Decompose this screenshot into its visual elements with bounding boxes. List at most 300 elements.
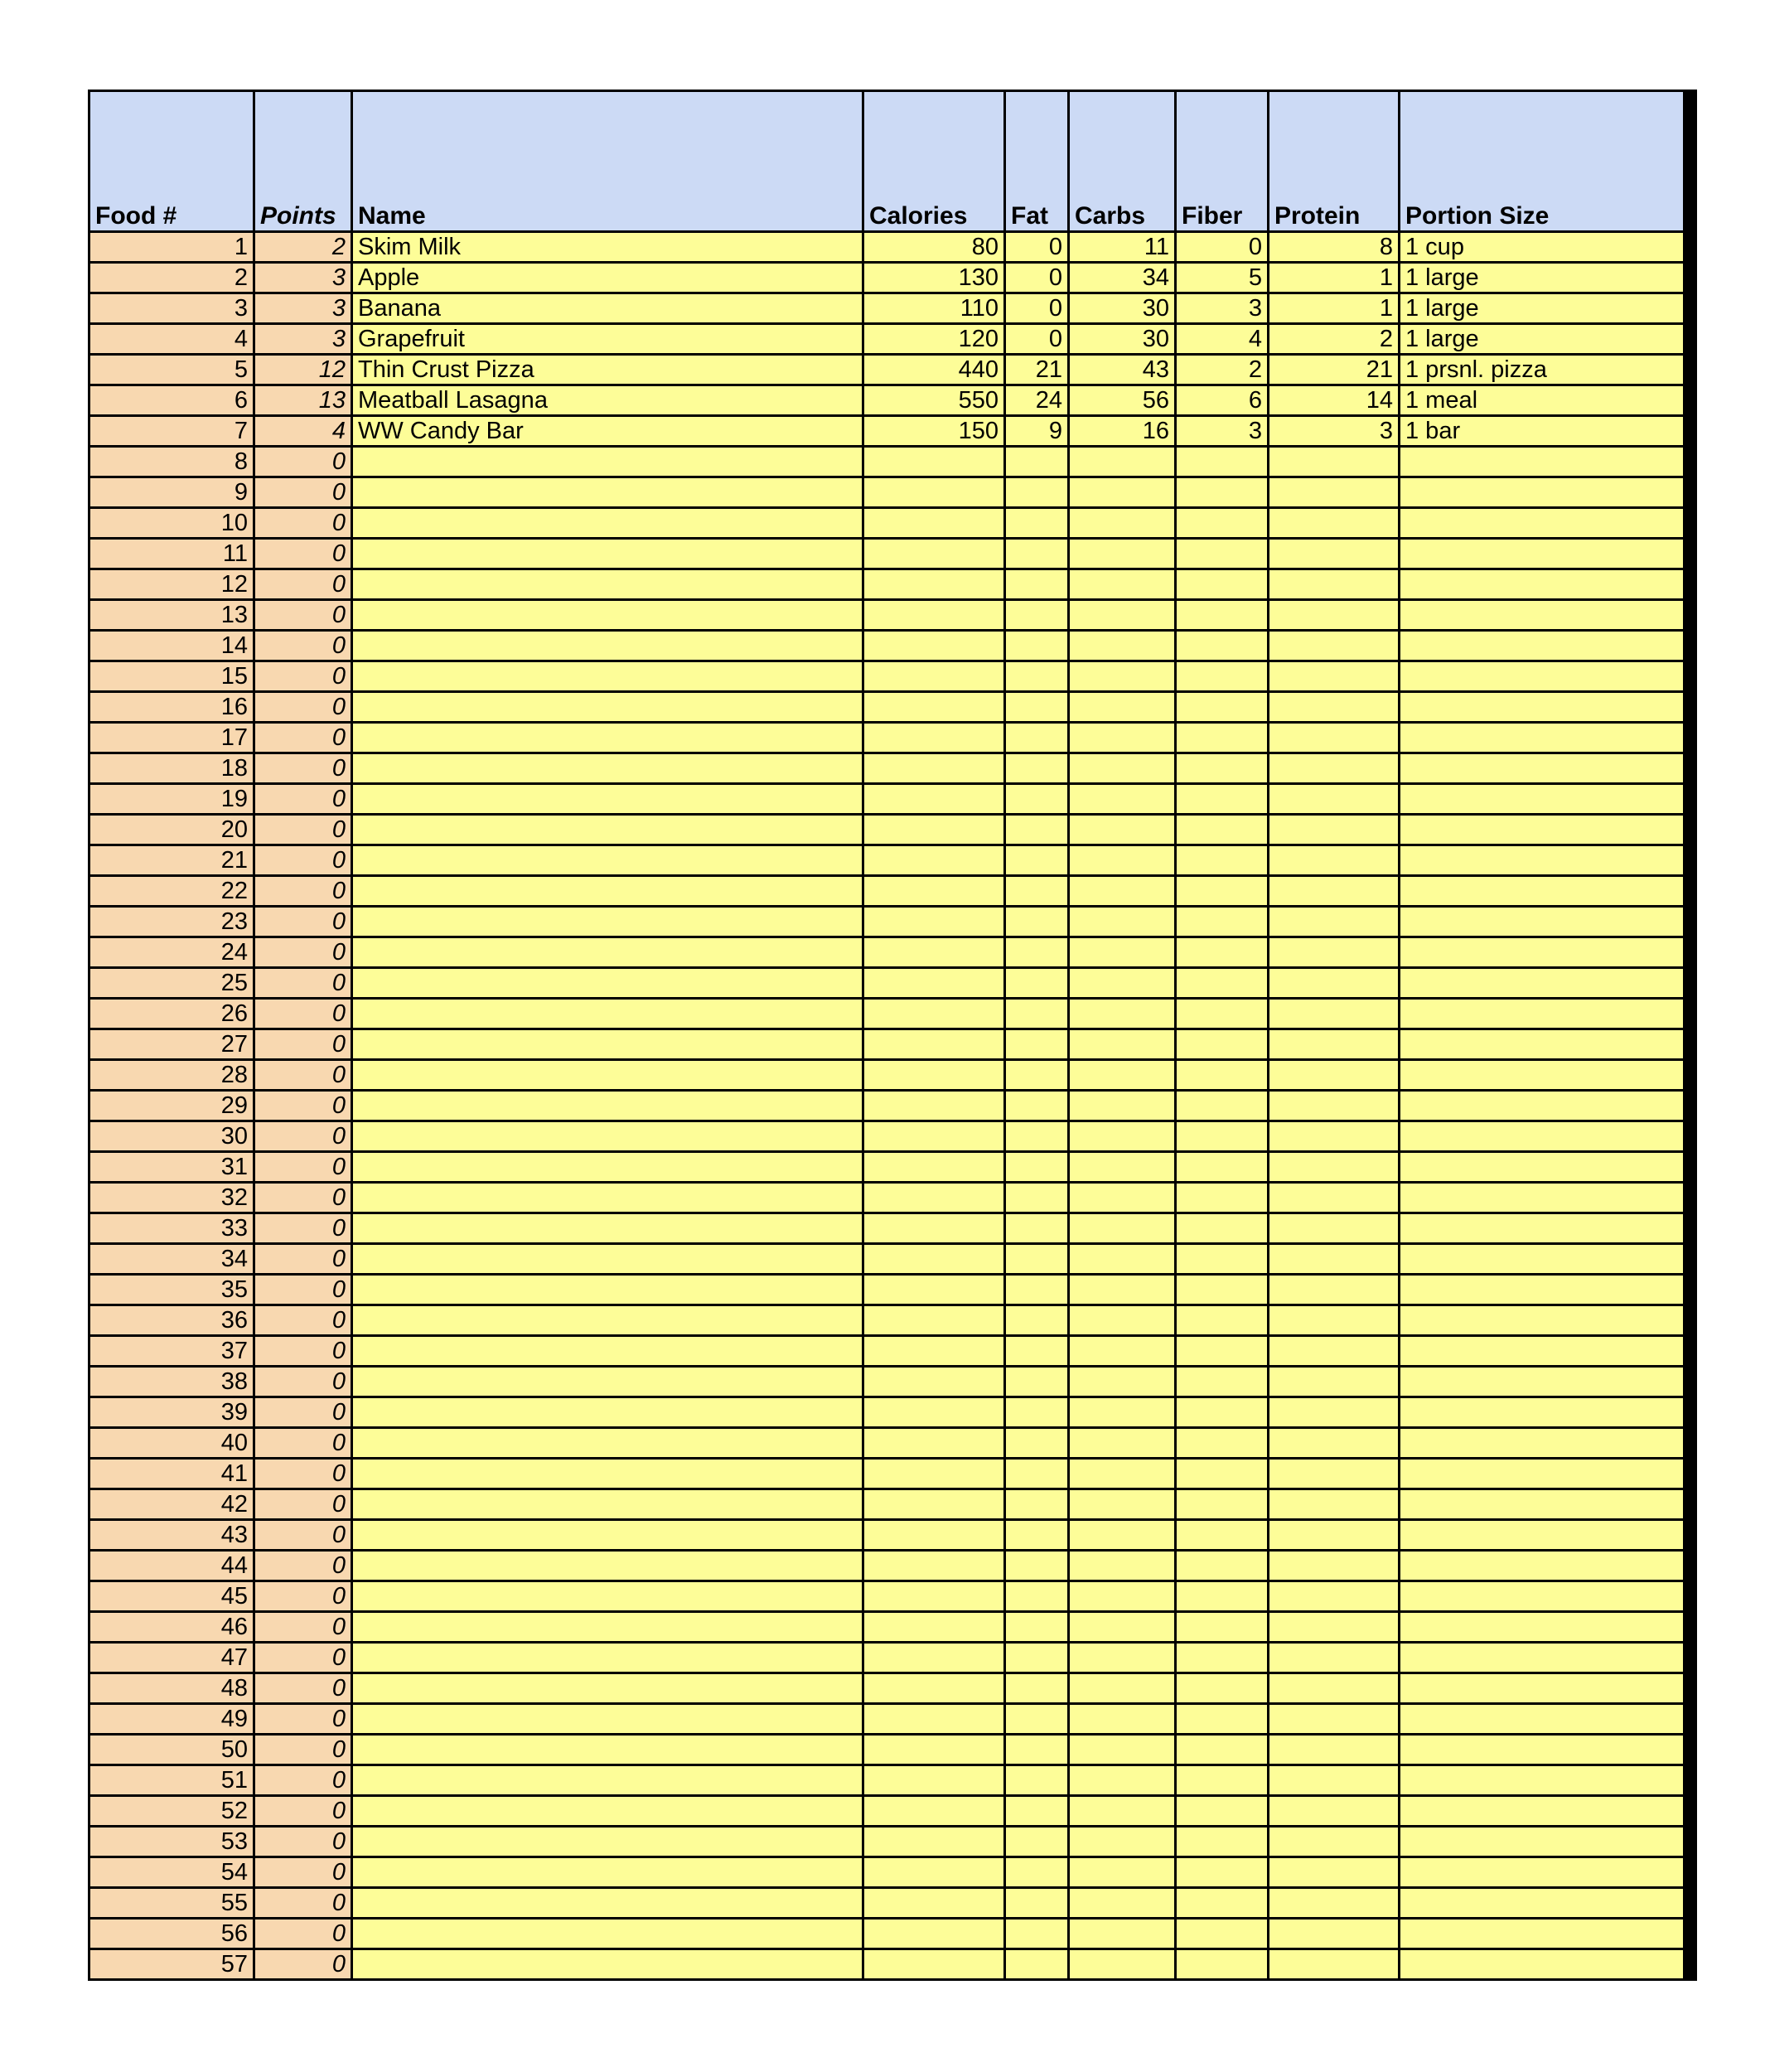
food-number-cell[interactable]: 17	[89, 723, 254, 753]
points-cell[interactable]: 0	[254, 1949, 352, 1980]
protein-cell[interactable]	[1269, 753, 1400, 784]
food-number-cell[interactable]: 27	[89, 1029, 254, 1060]
calories-cell[interactable]	[863, 631, 1005, 661]
portion-size-cell[interactable]	[1400, 1765, 1685, 1796]
protein-cell[interactable]: 1	[1269, 293, 1400, 324]
carbs-cell[interactable]	[1069, 631, 1176, 661]
points-cell[interactable]: 0	[254, 1367, 352, 1397]
portion-size-cell[interactable]	[1400, 1244, 1685, 1275]
food-number-cell[interactable]: 49	[89, 1704, 254, 1735]
fat-cell[interactable]	[1005, 1643, 1069, 1673]
points-cell[interactable]: 0	[254, 600, 352, 631]
portion-size-cell[interactable]	[1400, 815, 1685, 845]
name-cell[interactable]	[352, 569, 863, 600]
carbs-cell[interactable]	[1069, 1367, 1176, 1397]
calories-cell[interactable]	[863, 1704, 1005, 1735]
fiber-cell[interactable]	[1176, 753, 1269, 784]
food-number-cell[interactable]: 34	[89, 1244, 254, 1275]
calories-cell[interactable]	[863, 1949, 1005, 1980]
name-cell[interactable]	[352, 1029, 863, 1060]
carbs-cell[interactable]	[1069, 1428, 1176, 1459]
food-number-cell[interactable]: 52	[89, 1796, 254, 1827]
calories-cell[interactable]	[863, 968, 1005, 999]
portion-size-cell[interactable]: 1 large	[1400, 324, 1685, 355]
fiber-cell[interactable]	[1176, 845, 1269, 876]
carbs-cell[interactable]	[1069, 1397, 1176, 1428]
points-cell[interactable]: 0	[254, 1796, 352, 1827]
carbs-cell[interactable]	[1069, 1489, 1176, 1520]
food-number-cell[interactable]: 56	[89, 1919, 254, 1949]
name-cell[interactable]	[352, 1336, 863, 1367]
portion-size-cell[interactable]	[1400, 1489, 1685, 1520]
name-cell[interactable]	[352, 1091, 863, 1121]
protein-cell[interactable]	[1269, 477, 1400, 508]
fat-cell[interactable]	[1005, 1397, 1069, 1428]
points-cell[interactable]: 0	[254, 631, 352, 661]
fiber-cell[interactable]	[1176, 1244, 1269, 1275]
name-cell[interactable]	[352, 723, 863, 753]
fat-cell[interactable]	[1005, 815, 1069, 845]
carbs-cell[interactable]	[1069, 1735, 1176, 1765]
portion-size-cell[interactable]	[1400, 631, 1685, 661]
name-cell[interactable]	[352, 1643, 863, 1673]
carbs-cell[interactable]: 11	[1069, 232, 1176, 263]
name-cell[interactable]	[352, 1152, 863, 1183]
food-number-cell[interactable]: 43	[89, 1520, 254, 1551]
food-number-cell[interactable]: 8	[89, 447, 254, 477]
carbs-cell[interactable]	[1069, 1796, 1176, 1827]
protein-cell[interactable]	[1269, 1796, 1400, 1827]
protein-cell[interactable]	[1269, 907, 1400, 937]
protein-cell[interactable]	[1269, 1336, 1400, 1367]
calories-cell[interactable]	[863, 999, 1005, 1029]
food-number-cell[interactable]: 9	[89, 477, 254, 508]
fiber-cell[interactable]	[1176, 631, 1269, 661]
name-cell[interactable]: Apple	[352, 263, 863, 293]
protein-cell[interactable]	[1269, 1121, 1400, 1152]
fat-cell[interactable]	[1005, 1765, 1069, 1796]
name-cell[interactable]	[352, 1704, 863, 1735]
fiber-cell[interactable]	[1176, 600, 1269, 631]
points-cell[interactable]: 0	[254, 1091, 352, 1121]
calories-cell[interactable]	[863, 1152, 1005, 1183]
name-cell[interactable]	[352, 1183, 863, 1213]
protein-cell[interactable]	[1269, 1704, 1400, 1735]
food-number-cell[interactable]: 6	[89, 385, 254, 416]
carbs-cell[interactable]	[1069, 1919, 1176, 1949]
carbs-cell[interactable]	[1069, 753, 1176, 784]
food-number-cell[interactable]: 3	[89, 293, 254, 324]
fiber-cell[interactable]	[1176, 1551, 1269, 1581]
carbs-cell[interactable]	[1069, 692, 1176, 723]
protein-cell[interactable]	[1269, 1029, 1400, 1060]
food-number-cell[interactable]: 7	[89, 416, 254, 447]
calories-cell[interactable]	[863, 1827, 1005, 1857]
food-number-cell[interactable]: 57	[89, 1949, 254, 1980]
calories-cell[interactable]	[863, 661, 1005, 692]
header-points[interactable]: Points	[254, 91, 352, 232]
protein-cell[interactable]	[1269, 723, 1400, 753]
fiber-cell[interactable]	[1176, 876, 1269, 907]
carbs-cell[interactable]	[1069, 1857, 1176, 1888]
food-number-cell[interactable]: 54	[89, 1857, 254, 1888]
header-name[interactable]: Name	[352, 91, 863, 232]
carbs-cell[interactable]	[1069, 1183, 1176, 1213]
fat-cell[interactable]	[1005, 753, 1069, 784]
portion-size-cell[interactable]	[1400, 876, 1685, 907]
calories-cell[interactable]	[863, 1029, 1005, 1060]
calories-cell[interactable]	[863, 1336, 1005, 1367]
calories-cell[interactable]	[863, 1551, 1005, 1581]
points-cell[interactable]: 0	[254, 1152, 352, 1183]
portion-size-cell[interactable]	[1400, 1796, 1685, 1827]
name-cell[interactable]	[352, 661, 863, 692]
name-cell[interactable]	[352, 784, 863, 815]
protein-cell[interactable]	[1269, 600, 1400, 631]
protein-cell[interactable]	[1269, 1213, 1400, 1244]
portion-size-cell[interactable]	[1400, 569, 1685, 600]
points-cell[interactable]: 4	[254, 416, 352, 447]
protein-cell[interactable]	[1269, 1183, 1400, 1213]
fat-cell[interactable]	[1005, 845, 1069, 876]
food-number-cell[interactable]: 19	[89, 784, 254, 815]
food-number-cell[interactable]: 5	[89, 355, 254, 385]
protein-cell[interactable]	[1269, 784, 1400, 815]
fiber-cell[interactable]	[1176, 1336, 1269, 1367]
fat-cell[interactable]: 9	[1005, 416, 1069, 447]
protein-cell[interactable]	[1269, 937, 1400, 968]
protein-cell[interactable]	[1269, 1765, 1400, 1796]
protein-cell[interactable]	[1269, 1397, 1400, 1428]
points-cell[interactable]: 0	[254, 1275, 352, 1305]
calories-cell[interactable]	[863, 1367, 1005, 1397]
calories-cell[interactable]	[863, 1888, 1005, 1919]
fiber-cell[interactable]	[1176, 999, 1269, 1029]
points-cell[interactable]: 0	[254, 1305, 352, 1336]
name-cell[interactable]: Meatball Lasagna	[352, 385, 863, 416]
carbs-cell[interactable]	[1069, 1060, 1176, 1091]
calories-cell[interactable]	[863, 1919, 1005, 1949]
food-number-cell[interactable]: 48	[89, 1673, 254, 1704]
name-cell[interactable]	[352, 477, 863, 508]
name-cell[interactable]	[352, 1520, 863, 1551]
points-cell[interactable]: 3	[254, 324, 352, 355]
protein-cell[interactable]	[1269, 569, 1400, 600]
carbs-cell[interactable]	[1069, 1704, 1176, 1735]
fat-cell[interactable]	[1005, 1581, 1069, 1612]
fat-cell[interactable]	[1005, 1735, 1069, 1765]
header-portion-size[interactable]: Portion Size	[1400, 91, 1685, 232]
portion-size-cell[interactable]	[1400, 1827, 1685, 1857]
fiber-cell[interactable]	[1176, 1091, 1269, 1121]
calories-cell[interactable]	[863, 1581, 1005, 1612]
food-number-cell[interactable]: 55	[89, 1888, 254, 1919]
portion-size-cell[interactable]	[1400, 1060, 1685, 1091]
fiber-cell[interactable]	[1176, 1459, 1269, 1489]
name-cell[interactable]	[352, 1275, 863, 1305]
portion-size-cell[interactable]	[1400, 1029, 1685, 1060]
food-number-cell[interactable]: 1	[89, 232, 254, 263]
food-number-cell[interactable]: 4	[89, 324, 254, 355]
fiber-cell[interactable]	[1176, 1520, 1269, 1551]
fat-cell[interactable]	[1005, 539, 1069, 569]
portion-size-cell[interactable]	[1400, 1213, 1685, 1244]
food-number-cell[interactable]: 53	[89, 1827, 254, 1857]
header-carbs[interactable]: Carbs	[1069, 91, 1176, 232]
fiber-cell[interactable]	[1176, 1643, 1269, 1673]
name-cell[interactable]	[352, 1305, 863, 1336]
calories-cell[interactable]: 440	[863, 355, 1005, 385]
name-cell[interactable]	[352, 1121, 863, 1152]
food-number-cell[interactable]: 15	[89, 661, 254, 692]
name-cell[interactable]	[352, 999, 863, 1029]
protein-cell[interactable]	[1269, 1275, 1400, 1305]
fiber-cell[interactable]: 6	[1176, 385, 1269, 416]
portion-size-cell[interactable]	[1400, 1305, 1685, 1336]
points-cell[interactable]: 0	[254, 907, 352, 937]
food-number-cell[interactable]: 37	[89, 1336, 254, 1367]
header-protein[interactable]: Protein	[1269, 91, 1400, 232]
portion-size-cell[interactable]: 1 meal	[1400, 385, 1685, 416]
food-number-cell[interactable]: 25	[89, 968, 254, 999]
name-cell[interactable]	[352, 1551, 863, 1581]
protein-cell[interactable]	[1269, 1152, 1400, 1183]
header-fat[interactable]: Fat	[1005, 91, 1069, 232]
food-number-cell[interactable]: 39	[89, 1397, 254, 1428]
fiber-cell[interactable]	[1176, 539, 1269, 569]
protein-cell[interactable]: 8	[1269, 232, 1400, 263]
header-fiber[interactable]: Fiber	[1176, 91, 1269, 232]
points-cell[interactable]: 0	[254, 1919, 352, 1949]
food-number-cell[interactable]: 29	[89, 1091, 254, 1121]
name-cell[interactable]	[352, 1397, 863, 1428]
fat-cell[interactable]	[1005, 1244, 1069, 1275]
carbs-cell[interactable]: 30	[1069, 293, 1176, 324]
calories-cell[interactable]	[863, 1183, 1005, 1213]
calories-cell[interactable]	[863, 1857, 1005, 1888]
carbs-cell[interactable]	[1069, 907, 1176, 937]
calories-cell[interactable]	[863, 1213, 1005, 1244]
carbs-cell[interactable]	[1069, 845, 1176, 876]
carbs-cell[interactable]	[1069, 477, 1176, 508]
fiber-cell[interactable]	[1176, 1183, 1269, 1213]
calories-cell[interactable]	[863, 1091, 1005, 1121]
carbs-cell[interactable]	[1069, 723, 1176, 753]
fat-cell[interactable]	[1005, 1029, 1069, 1060]
fat-cell[interactable]: 0	[1005, 263, 1069, 293]
portion-size-cell[interactable]	[1400, 1275, 1685, 1305]
points-cell[interactable]: 0	[254, 845, 352, 876]
name-cell[interactable]	[352, 692, 863, 723]
fiber-cell[interactable]	[1176, 937, 1269, 968]
portion-size-cell[interactable]	[1400, 937, 1685, 968]
portion-size-cell[interactable]	[1400, 692, 1685, 723]
portion-size-cell[interactable]	[1400, 1121, 1685, 1152]
calories-cell[interactable]	[863, 1060, 1005, 1091]
fiber-cell[interactable]	[1176, 1581, 1269, 1612]
carbs-cell[interactable]	[1069, 1275, 1176, 1305]
protein-cell[interactable]	[1269, 1949, 1400, 1980]
food-number-cell[interactable]: 14	[89, 631, 254, 661]
carbs-cell[interactable]	[1069, 1827, 1176, 1857]
portion-size-cell[interactable]	[1400, 999, 1685, 1029]
food-number-cell[interactable]: 38	[89, 1367, 254, 1397]
protein-cell[interactable]	[1269, 1305, 1400, 1336]
points-cell[interactable]: 12	[254, 355, 352, 385]
calories-cell[interactable]	[863, 815, 1005, 845]
fiber-cell[interactable]	[1176, 692, 1269, 723]
food-number-cell[interactable]: 26	[89, 999, 254, 1029]
fiber-cell[interactable]	[1176, 784, 1269, 815]
points-cell[interactable]: 2	[254, 232, 352, 263]
points-cell[interactable]: 3	[254, 293, 352, 324]
carbs-cell[interactable]	[1069, 447, 1176, 477]
protein-cell[interactable]	[1269, 1244, 1400, 1275]
points-cell[interactable]: 0	[254, 569, 352, 600]
fat-cell[interactable]	[1005, 447, 1069, 477]
protein-cell[interactable]	[1269, 876, 1400, 907]
fiber-cell[interactable]	[1176, 1888, 1269, 1919]
food-number-cell[interactable]: 20	[89, 815, 254, 845]
fat-cell[interactable]	[1005, 723, 1069, 753]
fat-cell[interactable]	[1005, 1305, 1069, 1336]
portion-size-cell[interactable]	[1400, 1367, 1685, 1397]
fiber-cell[interactable]	[1176, 1213, 1269, 1244]
points-cell[interactable]: 0	[254, 539, 352, 569]
carbs-cell[interactable]	[1069, 937, 1176, 968]
protein-cell[interactable]	[1269, 1827, 1400, 1857]
name-cell[interactable]	[352, 753, 863, 784]
name-cell[interactable]	[352, 968, 863, 999]
food-number-cell[interactable]: 42	[89, 1489, 254, 1520]
name-cell[interactable]	[352, 1857, 863, 1888]
food-number-cell[interactable]: 10	[89, 508, 254, 539]
portion-size-cell[interactable]	[1400, 1673, 1685, 1704]
fat-cell[interactable]: 0	[1005, 232, 1069, 263]
name-cell[interactable]	[352, 1827, 863, 1857]
fat-cell[interactable]	[1005, 1919, 1069, 1949]
fat-cell[interactable]	[1005, 508, 1069, 539]
calories-cell[interactable]	[863, 876, 1005, 907]
name-cell[interactable]	[352, 1459, 863, 1489]
calories-cell[interactable]	[863, 569, 1005, 600]
food-number-cell[interactable]: 46	[89, 1612, 254, 1643]
carbs-cell[interactable]	[1069, 1765, 1176, 1796]
fat-cell[interactable]	[1005, 1183, 1069, 1213]
portion-size-cell[interactable]: 1 prsnl. pizza	[1400, 355, 1685, 385]
portion-size-cell[interactable]	[1400, 1581, 1685, 1612]
name-cell[interactable]	[352, 876, 863, 907]
portion-size-cell[interactable]	[1400, 1428, 1685, 1459]
calories-cell[interactable]: 150	[863, 416, 1005, 447]
points-cell[interactable]: 0	[254, 1244, 352, 1275]
carbs-cell[interactable]	[1069, 600, 1176, 631]
fat-cell[interactable]	[1005, 1704, 1069, 1735]
calories-cell[interactable]: 550	[863, 385, 1005, 416]
fiber-cell[interactable]	[1176, 1949, 1269, 1980]
food-number-cell[interactable]: 45	[89, 1581, 254, 1612]
points-cell[interactable]: 0	[254, 999, 352, 1029]
fiber-cell[interactable]	[1176, 447, 1269, 477]
portion-size-cell[interactable]	[1400, 723, 1685, 753]
food-number-cell[interactable]: 22	[89, 876, 254, 907]
protein-cell[interactable]	[1269, 1581, 1400, 1612]
fiber-cell[interactable]	[1176, 1735, 1269, 1765]
food-number-cell[interactable]: 28	[89, 1060, 254, 1091]
carbs-cell[interactable]	[1069, 1612, 1176, 1643]
carbs-cell[interactable]	[1069, 1029, 1176, 1060]
points-cell[interactable]: 0	[254, 1551, 352, 1581]
carbs-cell[interactable]	[1069, 1305, 1176, 1336]
portion-size-cell[interactable]	[1400, 539, 1685, 569]
protein-cell[interactable]	[1269, 661, 1400, 692]
protein-cell[interactable]	[1269, 1367, 1400, 1397]
calories-cell[interactable]	[863, 1244, 1005, 1275]
name-cell[interactable]	[352, 1489, 863, 1520]
calories-cell[interactable]	[863, 692, 1005, 723]
carbs-cell[interactable]	[1069, 876, 1176, 907]
calories-cell[interactable]	[863, 508, 1005, 539]
name-cell[interactable]	[352, 1949, 863, 1980]
fat-cell[interactable]	[1005, 1121, 1069, 1152]
protein-cell[interactable]	[1269, 1919, 1400, 1949]
protein-cell[interactable]	[1269, 1643, 1400, 1673]
name-cell[interactable]: Grapefruit	[352, 324, 863, 355]
points-cell[interactable]: 0	[254, 753, 352, 784]
points-cell[interactable]: 0	[254, 1397, 352, 1428]
food-number-cell[interactable]: 32	[89, 1183, 254, 1213]
fiber-cell[interactable]	[1176, 1673, 1269, 1704]
portion-size-cell[interactable]	[1400, 1643, 1685, 1673]
calories-cell[interactable]: 130	[863, 263, 1005, 293]
fat-cell[interactable]	[1005, 1520, 1069, 1551]
calories-cell[interactable]	[863, 753, 1005, 784]
fat-cell[interactable]	[1005, 1489, 1069, 1520]
portion-size-cell[interactable]: 1 cup	[1400, 232, 1685, 263]
name-cell[interactable]	[352, 600, 863, 631]
protein-cell[interactable]	[1269, 1735, 1400, 1765]
food-number-cell[interactable]: 35	[89, 1275, 254, 1305]
fat-cell[interactable]	[1005, 968, 1069, 999]
calories-cell[interactable]	[863, 1735, 1005, 1765]
food-number-cell[interactable]: 24	[89, 937, 254, 968]
food-number-cell[interactable]: 13	[89, 600, 254, 631]
food-number-cell[interactable]: 31	[89, 1152, 254, 1183]
carbs-cell[interactable]	[1069, 1121, 1176, 1152]
points-cell[interactable]: 0	[254, 1673, 352, 1704]
name-cell[interactable]	[352, 1919, 863, 1949]
portion-size-cell[interactable]	[1400, 1949, 1685, 1980]
fiber-cell[interactable]	[1176, 1367, 1269, 1397]
portion-size-cell[interactable]	[1400, 753, 1685, 784]
protein-cell[interactable]: 21	[1269, 355, 1400, 385]
name-cell[interactable]	[352, 815, 863, 845]
protein-cell[interactable]	[1269, 447, 1400, 477]
fiber-cell[interactable]	[1176, 1275, 1269, 1305]
protein-cell[interactable]	[1269, 1428, 1400, 1459]
calories-cell[interactable]	[863, 1121, 1005, 1152]
food-number-cell[interactable]: 33	[89, 1213, 254, 1244]
portion-size-cell[interactable]	[1400, 1735, 1685, 1765]
portion-size-cell[interactable]	[1400, 1551, 1685, 1581]
fiber-cell[interactable]	[1176, 1857, 1269, 1888]
fat-cell[interactable]: 24	[1005, 385, 1069, 416]
fat-cell[interactable]: 0	[1005, 324, 1069, 355]
food-number-cell[interactable]: 18	[89, 753, 254, 784]
calories-cell[interactable]	[863, 447, 1005, 477]
name-cell[interactable]	[352, 1060, 863, 1091]
protein-cell[interactable]	[1269, 815, 1400, 845]
